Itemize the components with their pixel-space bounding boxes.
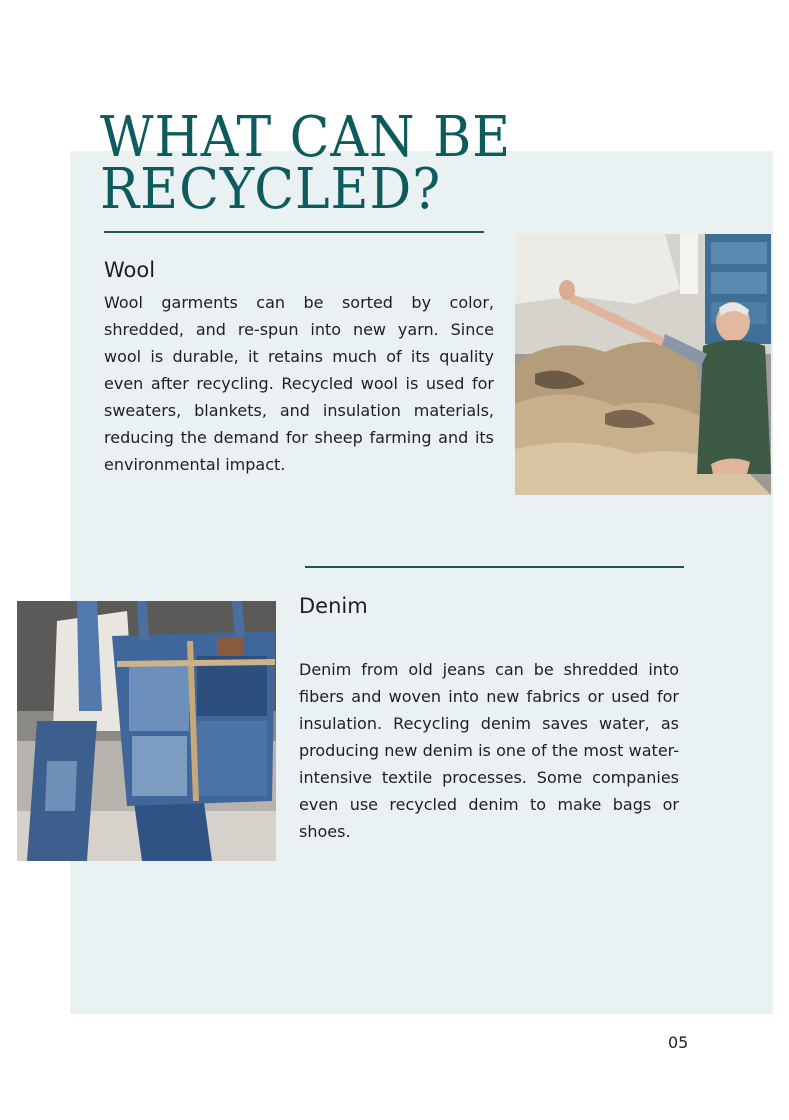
wool-paragraph: Wool garments can be sorted by color, shredded, and re-spun into new yarn. Since wool is durable, it retains much of its quality even after recycling. Recycled wool is used for sweaters, blankets, and insulation materials, reducing the demand for sheep farming and its environmental impact.: [104, 293, 494, 474]
denim-divider: [305, 566, 684, 568]
wool-recycling-photo: [515, 234, 771, 495]
page-number: 05: [668, 1033, 689, 1052]
denim-paragraph: Denim from old jeans can be shredded into fibers and woven into new fabrics or used for insulation. Recycling denim saves water, as producing new denim is one of the most water-intensive textile processes. Some companies even use recycled denim to make bags or shoes.: [299, 660, 679, 841]
page-title: [100, 105, 537, 222]
title-divider: [104, 231, 484, 233]
denim-heading: Denim: [299, 594, 368, 618]
wool-heading: Wool: [104, 258, 156, 282]
recycled-denim-photo: [17, 601, 276, 861]
page-title-line-2: RECYCLED?: [100, 157, 442, 222]
page-title-line-1: WHAT CAN BE: [100, 105, 512, 170]
